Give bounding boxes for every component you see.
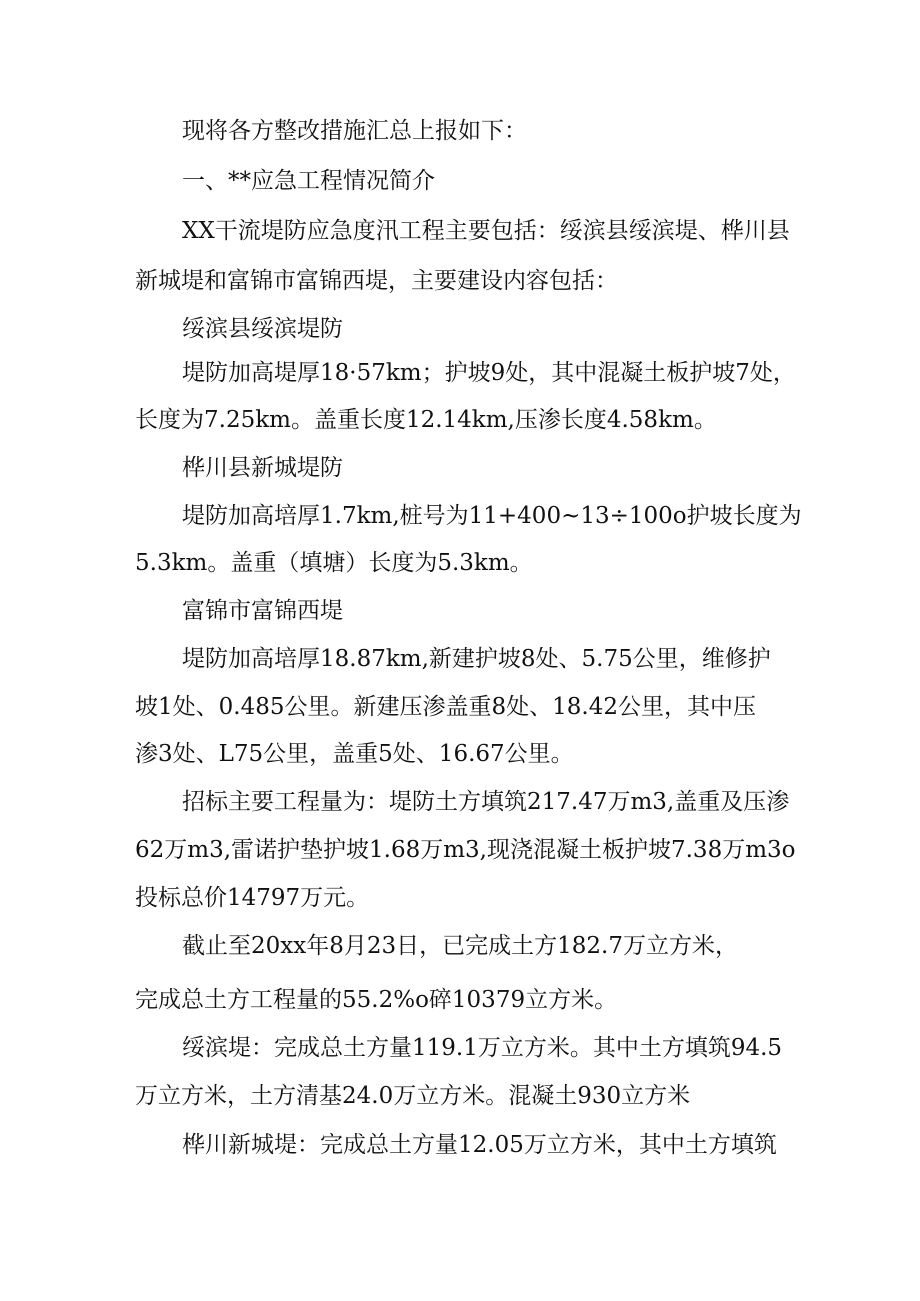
intro-line: 现将各方整改措施汇总上报如下： bbox=[182, 118, 527, 144]
paragraph-line: 完成总土方工程量的55.2%o碎10379立方米。 bbox=[135, 987, 618, 1013]
paragraph-line: 截止至20xx年8月23日，已完成土方182.7万立方米， bbox=[182, 933, 738, 959]
paragraph-line: 新城堤和富锦市富锦西堤，主要建设内容包括： bbox=[135, 268, 618, 294]
paragraph-line: 桦川新城堤：完成总土方量12.05万立方米，其中土方填筑 bbox=[182, 1132, 777, 1158]
subheading-fujin: 富锦市富锦西堤 bbox=[182, 598, 343, 624]
section-heading-1: 一、**应急工程情况简介 bbox=[182, 168, 435, 194]
paragraph-line: 绥滨堤：完成总土方量119.1万立方米。其中土方填筑94.5 bbox=[182, 1035, 783, 1061]
paragraph-line: 万立方米，土方清基24.0万立方米。混凝土930立方米 bbox=[135, 1083, 691, 1109]
paragraph-line: 5.3km。盖重（填塘）长度为5.3km。 bbox=[135, 550, 533, 576]
paragraph-line: 渗3处、L75公里，盖重5处、16.67公里。 bbox=[135, 741, 574, 767]
paragraph-line: 62万m3,雷诺护垫护坡1.68万m3,现浇混凝土板护坡7.38万m3o bbox=[135, 837, 796, 863]
paragraph-line: 投标总价14797万元。 bbox=[135, 885, 370, 911]
paragraph-line: 堤防加高培厚18.87km,新建护坡8处、5.75公里，维修护 bbox=[182, 646, 771, 672]
paragraph-line: 堤防加高堤厚18·57km；护坡9处，其中混凝土板护坡7处， bbox=[182, 360, 796, 386]
paragraph-line: 堤防加高培厚1.7km,桩号为11+400~13÷100o护坡长度为 bbox=[182, 503, 802, 529]
subheading-suibin: 绥滨县绥滨堤防 bbox=[182, 316, 343, 342]
paragraph-line: 招标主要工程量为：堤防土方填筑217.47万m3,盖重及压渗 bbox=[182, 789, 790, 815]
paragraph-line: 长度为7.25km。盖重长度12.14km,压渗长度4.58km。 bbox=[135, 407, 717, 433]
paragraph-line: 坡1处、0.485公里。新建压渗盖重8处、18.42公里，其中压 bbox=[135, 694, 756, 720]
paragraph-line: XX干流堤防应急度汛工程主要包括：绥滨县绥滨堤、桦川县 bbox=[182, 218, 790, 244]
subheading-huachuan: 桦川县新城堤防 bbox=[182, 455, 343, 481]
